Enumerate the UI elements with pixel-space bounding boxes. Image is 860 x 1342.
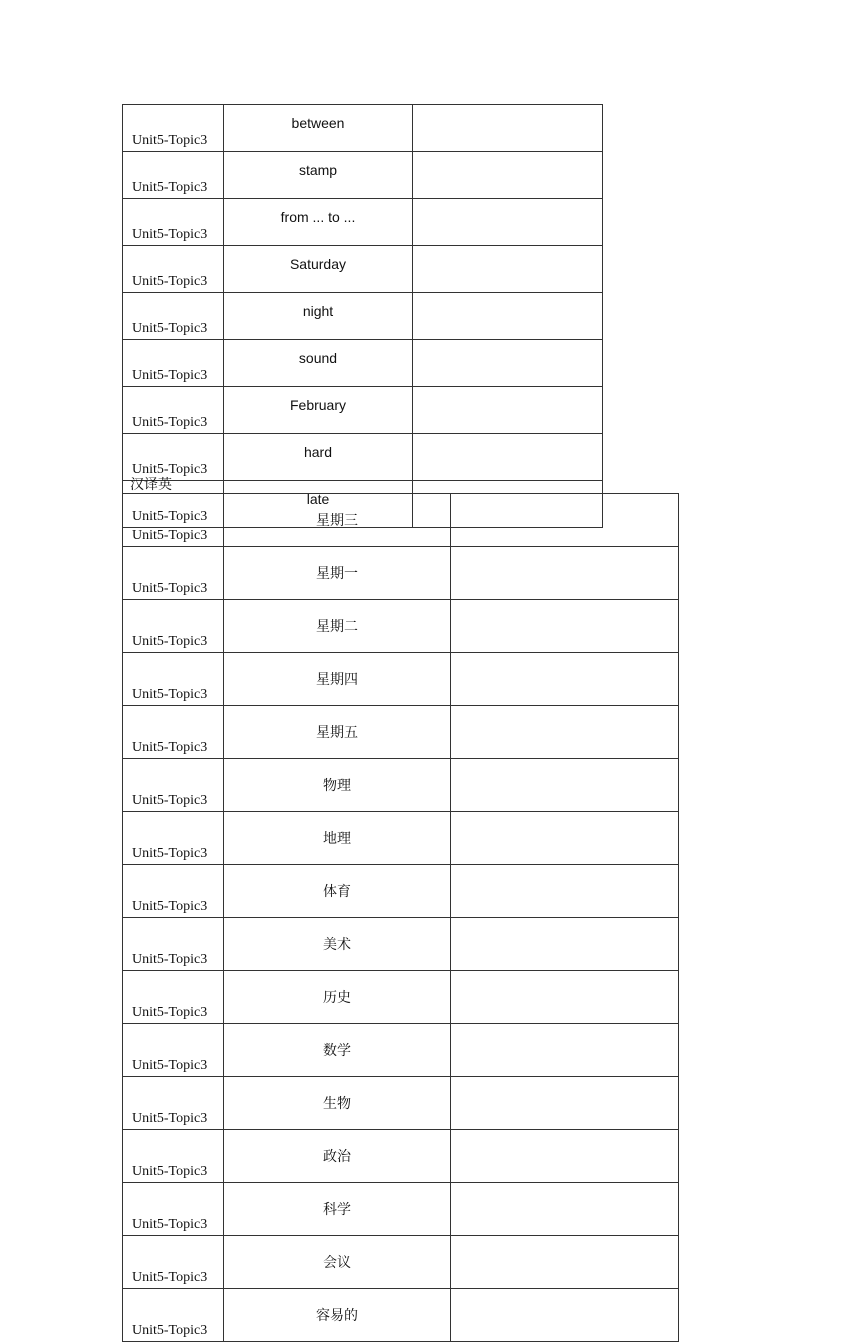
word-cell: between [224,105,413,152]
unit-cell: Unit5-Topic3 [123,971,224,1024]
unit-cell: Unit5-Topic3 [123,706,224,759]
table-row [123,971,679,1024]
unit-cell: Unit5-Topic3 [123,1236,224,1289]
word-cell: 星期五 [224,706,451,759]
unit-cell: Unit5-Topic3 [123,494,224,547]
chinese-to-english-table [122,493,679,1342]
word-cell: 星期二 [224,600,451,653]
unit-cell: Unit5-Topic3 [123,387,224,434]
answer-cell[interactable] [413,105,603,152]
word-cell: 美术 [224,918,451,971]
table-row [123,653,679,706]
table-row [123,340,603,387]
table-row [123,547,679,600]
answer-cell[interactable] [451,547,679,600]
english-to-chinese-body [123,105,603,528]
table-row [123,865,679,918]
unit-cell: Unit5-Topic3 [123,918,224,971]
word-cell: 体育 [224,865,451,918]
unit-cell: Unit5-Topic3 [123,1130,224,1183]
table-row [123,494,679,547]
table-row [123,1289,679,1342]
table-row [123,918,679,971]
chinese-to-english-body [123,494,679,1342]
word-cell: Saturday [224,246,413,293]
unit-cell: Unit5-Topic3 [123,152,224,199]
answer-cell[interactable] [413,387,603,434]
word-cell: late [224,481,413,528]
word-cell: 星期三 [224,494,451,547]
unit-cell: Unit5-Topic3 [123,759,224,812]
table-row [123,1077,679,1130]
table-row [123,1130,679,1183]
word-cell: 数学 [224,1024,451,1077]
table-row [123,434,603,481]
word-cell: 星期一 [224,547,451,600]
table-row [123,1236,679,1289]
table-row [123,812,679,865]
answer-cell[interactable] [451,494,679,547]
word-cell: 会议 [224,1236,451,1289]
table-row [123,1024,679,1077]
table-row [123,706,679,759]
table-row [123,105,603,152]
word-cell: hard [224,434,413,481]
unit-cell: Unit5-Topic3 [123,105,224,152]
word-cell: 物理 [224,759,451,812]
unit-cell: Unit5-Topic3 [123,293,224,340]
answer-cell[interactable] [451,706,679,759]
unit-cell: Unit5-Topic3 [123,1077,224,1130]
word-cell: night [224,293,413,340]
unit-cell: Unit5-Topic3 [123,434,224,481]
unit-cell: Unit5-Topic3 [123,246,224,293]
answer-cell[interactable] [451,1236,679,1289]
answer-cell[interactable] [451,600,679,653]
unit-cell: Unit5-Topic3 [123,340,224,387]
table-row [123,759,679,812]
table-row [123,387,603,434]
answer-cell[interactable] [451,1077,679,1130]
unit-cell: Unit5-Topic3 [123,653,224,706]
word-cell: 政治 [224,1130,451,1183]
unit-cell: Unit5-Topic3 [123,1183,224,1236]
answer-cell[interactable] [451,1183,679,1236]
unit-cell: Unit5-Topic3 [123,812,224,865]
word-cell: 容易的 [224,1289,451,1342]
table-row [123,152,603,199]
unit-cell: Unit5-Topic3 [123,199,224,246]
answer-cell[interactable] [451,759,679,812]
answer-cell[interactable] [413,246,603,293]
word-cell: from ... to ... [224,199,413,246]
table-row [123,1183,679,1236]
word-cell: 生物 [224,1077,451,1130]
word-cell: 地理 [224,812,451,865]
answer-cell[interactable] [413,434,603,481]
word-cell: 科学 [224,1183,451,1236]
table-row [123,246,603,293]
unit-cell: Unit5-Topic3 [123,1024,224,1077]
answer-cell[interactable] [413,340,603,387]
unit-cell: Unit5-Topic3 [123,547,224,600]
section-title-chinese-to-english: 汉译英 [130,477,172,493]
answer-cell[interactable] [451,1024,679,1077]
english-to-chinese-table [122,104,603,528]
answer-cell[interactable] [451,653,679,706]
unit-cell: Unit5-Topic3 [123,600,224,653]
answer-cell[interactable] [413,152,603,199]
word-cell: February [224,387,413,434]
answer-cell[interactable] [413,293,603,340]
unit-cell: Unit5-Topic3 [123,865,224,918]
word-cell: 历史 [224,971,451,1024]
table-row [123,293,603,340]
word-cell: stamp [224,152,413,199]
answer-cell[interactable] [451,865,679,918]
answer-cell[interactable] [451,1289,679,1342]
answer-cell[interactable] [413,199,603,246]
unit-cell: Unit5-Topic3 [123,1289,224,1342]
table-row [123,199,603,246]
answer-cell[interactable] [451,918,679,971]
word-cell: sound [224,340,413,387]
answer-cell[interactable] [451,1130,679,1183]
unit-cell: Unit5-Topic3 [123,481,224,528]
table-row [123,600,679,653]
answer-cell[interactable] [451,971,679,1024]
answer-cell[interactable] [451,812,679,865]
word-cell: 星期四 [224,653,451,706]
